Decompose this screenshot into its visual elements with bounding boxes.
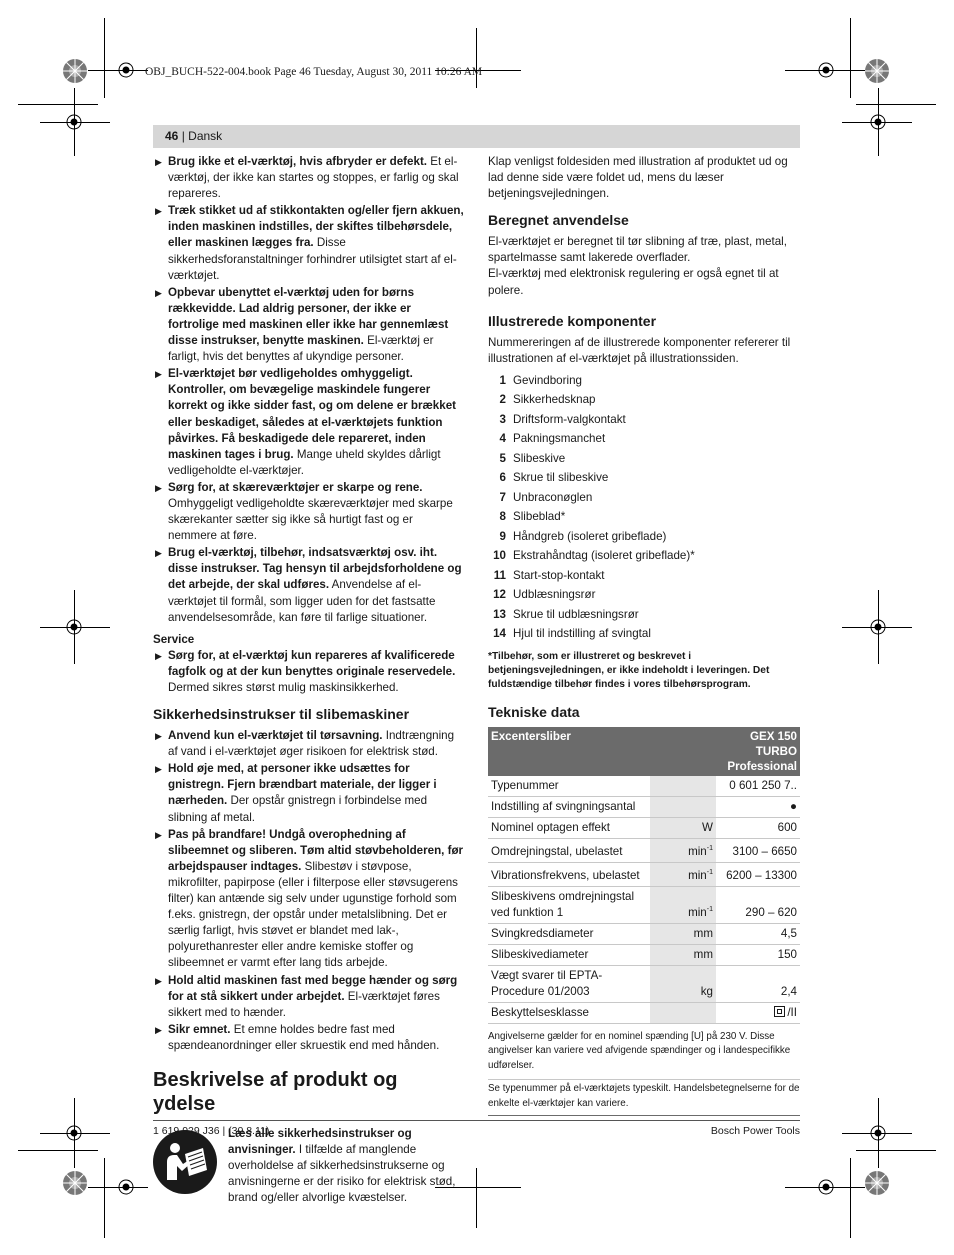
registration-mark-icon (64, 1123, 84, 1143)
spec-unit: $\min^{-1}$ (650, 886, 716, 923)
component-number: 9 (499, 529, 506, 543)
spec-label: Omdrejningstal, ubelastet (488, 838, 650, 862)
bullet-triangle-icon: ▶ (155, 975, 162, 986)
component-label: Håndgreb (isoleret gribeflade) (513, 529, 667, 543)
list-item (153, 545, 465, 625)
list-item (153, 154, 465, 202)
spec-unit (650, 1002, 716, 1023)
section-heading-safety: Sikkerhedsinstrukser til slibemaskiner (153, 706, 410, 723)
registration-mark-icon (868, 617, 888, 637)
safety-bullets-grinder (153, 728, 465, 1054)
page-header-bar (153, 125, 800, 148)
component-label: Slibeskive (513, 451, 566, 465)
tech-data-table (488, 727, 800, 1024)
list-item (153, 1022, 465, 1054)
list-item (153, 761, 465, 825)
component-number: 5 (499, 451, 506, 465)
registration-mark-icon (64, 617, 84, 637)
use-text-2: El-værktøj med elektronisk regulering er også egnet til at polere. (488, 267, 779, 297)
section-heading-use: Beregnet anvendelse (488, 212, 629, 229)
color-rosette-icon (864, 58, 890, 84)
spec-label: Vibrationsfrekvens, ubelastet (488, 862, 650, 886)
component-number: 8 (499, 510, 506, 524)
list-item (488, 585, 800, 605)
registration-mark-icon (816, 60, 836, 80)
registration-mark-icon (816, 1177, 836, 1197)
registration-mark-icon (868, 112, 888, 132)
component-label: Hjul til indstilling af svingtal (513, 627, 651, 641)
bullet-bold-text: Opbevar ubenyttet el-værktøj uden for børns rækkevidde. Lad aldrig personer, der ikke er fortrolige med maskinen eller ikke har gennemlæst disse instrukser, benytte maskinen. (168, 285, 449, 348)
safety-bullets-general (153, 154, 465, 626)
bullet-text: Disse sikkerhedsforanstaltninger forhindrer utilsigtet start af el-værktøjet. (168, 236, 457, 282)
bullet-bold-text: Sørg for, at el-værktøj kun repareres af kvalificerede fagfolk og at der kun benyttes originale reservedele. (168, 648, 456, 678)
warning-bold-text: Læs alle sikkerhedsinstrukser og anvisninger. (228, 1126, 412, 1157)
page-separator: | (178, 129, 189, 143)
list-item (488, 429, 800, 449)
list-item (488, 488, 800, 508)
service-label: Service (153, 632, 195, 646)
spec-value: 2,4 (716, 965, 800, 1002)
table-row (488, 1002, 800, 1023)
registration-mark-icon (868, 1123, 888, 1143)
list-item (153, 728, 465, 760)
list-item (488, 468, 800, 488)
spec-label: Indstilling af svingningsantal (488, 796, 650, 817)
warning-text: I tilfælde af manglende overholdelse af sikkerhedsinstrukserne og anvisningerne er der risiko for elektrisk stød, brand og/eller alvorlige kvæstelser. (228, 1143, 456, 1205)
spec-label: Slibeskivediameter (488, 944, 650, 965)
bullet-triangle-icon: ▶ (155, 206, 162, 217)
bullet-text: Slibestøv i støvpose, mikrofilter, papirpose (eller i filterpose eller støvsugerens filter) kan antænde sig selv under ugunstige forhold som f.eks. gnistregn, der opstår under metalslibning. Det er særlig farligt, hvis støvet er blandet med lak-, polyurethanrester eller andre kemiske stoffer og slibeemnet er varmt efter lang tids arbejde. (168, 859, 458, 970)
page-number: 46 (165, 129, 179, 143)
list-item (153, 285, 465, 365)
bullet-bold-text: Brug ikke et el-værktøj, hvis afbryder er defekt. (168, 155, 428, 168)
component-number: 12 (493, 588, 506, 602)
table-row (488, 886, 800, 923)
bullet-triangle-icon: ▶ (155, 369, 162, 380)
component-number: 14 (493, 627, 506, 641)
spec-value: 150 (716, 944, 800, 965)
bullet-bold-text: Hold øje med, at personer ikke udsættes for gnistregn. Fjern brændbart materiale, der ligger i nærheden. (168, 762, 437, 808)
spec-label: Beskyttelsesklasse (488, 1002, 650, 1023)
color-rosette-icon (864, 1170, 890, 1196)
footer-doc-code: 1 619 929 J36 | (30.8.11) (153, 1125, 270, 1137)
bullet-bold-text: Sikr emnet. (168, 1022, 231, 1036)
list-item (488, 449, 800, 469)
component-number: 4 (499, 432, 506, 446)
component-number: 11 (493, 568, 506, 582)
accessories-footnote: *Tilbehør, som er illustreret og beskrevet i betjeningsvejledningen, er ikke indeholdt i leveringen. Det fuldstændige tilbehør findes i vores tilbehørsprogram. (488, 650, 770, 690)
footer-divider (153, 1120, 800, 1121)
component-label: Slibeblad* (513, 510, 566, 524)
table-row (488, 923, 800, 944)
table-row (488, 838, 800, 862)
table-row (488, 776, 800, 797)
table-header-model (716, 727, 800, 776)
list-item (153, 366, 465, 479)
component-number: 10 (493, 549, 506, 563)
section-heading-tech: Tekniske data (488, 703, 580, 720)
registration-mark-icon (116, 1177, 136, 1197)
color-rosette-icon (62, 58, 88, 84)
table-header-row (488, 727, 800, 776)
spec-value: 290 – 620 (716, 886, 800, 923)
bullet-triangle-icon: ▶ (155, 287, 162, 298)
intro-text: Klap venligst foldesiden med illustration af produktet ud og lad denne side være foldet ud, mens du læser betjeningsvejledningen. (488, 155, 788, 201)
right-column (488, 154, 800, 1116)
protection-class-icon (774, 1006, 785, 1017)
protection-class-text: /II (787, 1005, 797, 1019)
component-label: Gevindboring (513, 373, 582, 387)
registration-mark-icon (64, 112, 84, 132)
bullet-bold-text: Sørg for, at skæreværktøjer er skarpe og rene. (168, 480, 423, 494)
bullet-triangle-icon: ▶ (155, 731, 162, 742)
bullet-triangle-icon: ▶ (155, 482, 162, 493)
print-header: OBJ_BUCH-522-004.book Page 46 Tuesday, August 30, 2011 10:26 AM (145, 66, 483, 78)
list-item (488, 566, 800, 586)
page-language: Dansk (188, 129, 223, 143)
bullet-bold-text: Træk stikket ud af stikkontakten og/eller fjern akkuen, inden maskinen indstilles, der skiftes tilbehørsdele, eller maskinen lægges fra. (168, 204, 464, 250)
section-heading-product: Beskrivelse af produkt og ydelse (153, 1068, 398, 1115)
list-item (488, 624, 800, 644)
spec-unit (650, 776, 716, 797)
spec-unit: kg (650, 965, 716, 1002)
component-label: Pakningsmanchet (513, 432, 606, 446)
spec-value: 6200 – 13300 (716, 862, 800, 886)
bullet-bold-text: El-værktøjet bør vedligeholdes omhyggeligt. Kontroller, om bevægelige maskindele fungerer korrekt og ikke sidder fast, og om delene er brækket eller beskadiget, således at el-værktøjets funktion påvirkes. Få beskadigede dele repareret, inden maskinen tages i brug. (168, 367, 457, 461)
list-item (153, 203, 465, 283)
list-item (488, 390, 800, 410)
component-label: Unbraconøglen (513, 490, 593, 504)
spec-label: Svingkredsdiameter (488, 923, 650, 944)
components-intro: Nummereringen af de illustrerede komponenter refererer til illustrationen af el-værktøjet på illustrationssiden. (488, 335, 791, 365)
model-line: Professional (727, 759, 797, 773)
component-number: 3 (499, 412, 506, 426)
table-row (488, 796, 800, 817)
spec-value: ● (716, 796, 800, 817)
component-label: Udblæsningsrør (513, 588, 596, 602)
spec-value (716, 1002, 800, 1023)
read-manual-icon (153, 1130, 217, 1194)
bullet-text: El-værktøj er farligt, hvis det benyttes af ukyndige personer. (168, 334, 434, 364)
spec-unit: W (650, 817, 716, 838)
list-item (488, 371, 800, 391)
list-item (153, 648, 465, 696)
bullet-triangle-icon: ▶ (155, 548, 162, 559)
bullet-text: Et emne holdes bedre fast med spændeanordninger eller skruestik end med hånden. (168, 1022, 440, 1052)
list-item (153, 973, 465, 1021)
bullet-triangle-icon: ▶ (155, 1024, 162, 1035)
table-header-product: Excentersliber (488, 727, 716, 776)
bullet-text: Et el-værktøj, der ikke kan startes og stoppes, er farlig og skal repareres. (168, 155, 459, 201)
list-item (488, 605, 800, 625)
bullet-triangle-icon: ▶ (155, 829, 162, 840)
bullet-triangle-icon: ▶ (155, 157, 162, 167)
list-item (488, 546, 800, 566)
component-label: Skrue til udblæsningsrør (513, 607, 639, 621)
table-end-rule (488, 1115, 800, 1116)
spec-value: 3100 – 6650 (716, 838, 800, 862)
spec-unit: $\min^{-1}$ (650, 862, 716, 886)
spec-unit (650, 796, 716, 817)
component-number: 7 (499, 490, 506, 504)
bullet-text: El-værktøjet føres sikkert med to hænder. (168, 989, 440, 1019)
bullet-text: Mange uheld skyldes dårligt vedligeholdte el-værktøjer. (168, 447, 441, 477)
component-number: 6 (499, 471, 506, 485)
component-label: Ekstrahåndtag (isoleret gribeflade)* (513, 549, 695, 563)
table-note-typenumber: Se typenummer på el-værktøjets typeskilt. Handelsbetegnelserne for de enkelte el-værktøjer kan variere. (488, 1079, 800, 1111)
bullet-bold-text: Brug el-værktøj, tilbehør, indsatsværktøj osv. iht. disse instrukser. Tag hensyn til arbejdsforholdene og det arbejde, der skal udføres. (168, 546, 462, 592)
component-label: Start-stop-kontakt (513, 568, 605, 582)
bullet-triangle-icon: ▶ (155, 650, 162, 661)
table-row (488, 817, 800, 838)
list-item (488, 410, 800, 430)
list-item (488, 507, 800, 527)
component-label: Driftsform-valgkontakt (513, 412, 626, 426)
spec-label: Typenummer (488, 776, 650, 797)
component-number: 1 (499, 373, 506, 387)
registration-mark-icon (116, 60, 136, 80)
bullet-bold-text: Anvend kun el-værktøjet til tørsavning. (168, 729, 383, 743)
components-list (488, 371, 800, 644)
bullet-text: Omhyggeligt vedligeholdte skæreværktøjer med skarpe skærekanter sætter sig ikke så hurtigt fast og er nemmere at føre. (168, 496, 453, 543)
list-item (153, 480, 465, 544)
left-column (153, 154, 465, 1206)
spec-unit: $\min^{-1}$ (650, 838, 716, 862)
bullet-text: Indtrængning af vand i el-værktøjet øger risikoen for elektrisk stød. (168, 729, 455, 759)
table-row (488, 944, 800, 965)
component-number: 2 (499, 393, 506, 407)
spec-value: 0 601 250 7.. (716, 776, 800, 797)
spec-value: 600 (716, 817, 800, 838)
component-label: Sikkerhedsknap (513, 393, 596, 407)
list-item (153, 827, 465, 972)
bullet-text: Der opstår gnistregn i forbindelse med slibning af metal. (168, 794, 428, 824)
bullet-text: Anvendelse af el-værktøjet til formål, som ligger uden for det fastsatte anvendelsesområde, kan føre til farlige situationer. (168, 578, 436, 624)
bullet-text: Dermed sikres størst mulig maskinsikkerhed. (168, 681, 399, 694)
bullet-triangle-icon: ▶ (155, 764, 162, 775)
spec-label: Nominel optagen effekt (488, 817, 650, 838)
spec-unit: mm (650, 944, 716, 965)
component-number: 13 (493, 607, 506, 621)
color-rosette-icon (62, 1170, 88, 1196)
table-row (488, 965, 800, 1002)
spec-unit: mm (650, 923, 716, 944)
use-text-1: El-værktøjet er beregnet til tør slibning af træ, plast, metal, spartelmasse samt lakerede overflader. (488, 235, 787, 265)
list-item (488, 527, 800, 547)
component-label: Skrue til slibeskive (513, 471, 609, 485)
bullet-bold-text: Pas på brandfare! Undgå overophedning af slibeemnet og sliberen. Tøm altid støvbeholderen, før arbejdspauser indtages. (168, 827, 464, 873)
warning-block (153, 1126, 465, 1206)
table-note-voltage: Angivelserne gælder for en nominel spænding [U] på 230 V. Disse angivelser kan variere ved afvigende spændinger og i landespecifikke udførelser. (488, 1030, 791, 1071)
spec-value: 4,5 (716, 923, 800, 944)
table-row (488, 862, 800, 886)
spec-label: Slibeskivens omdrejningstal ved funktion 1 (488, 886, 650, 923)
footer-brand: Bosch Power Tools (710, 1125, 800, 1137)
bullet-bold-text: Hold altid maskinen fast med begge hænder og sørg for at stå sikkert under arbejdet. (168, 973, 458, 1003)
model-name: GEX 150 TURBO (749, 729, 797, 758)
spec-label: Vægt svarer til EPTA-Procedure 01/2003 (488, 965, 650, 1002)
section-heading-components: Illustrerede komponenter (488, 312, 657, 329)
